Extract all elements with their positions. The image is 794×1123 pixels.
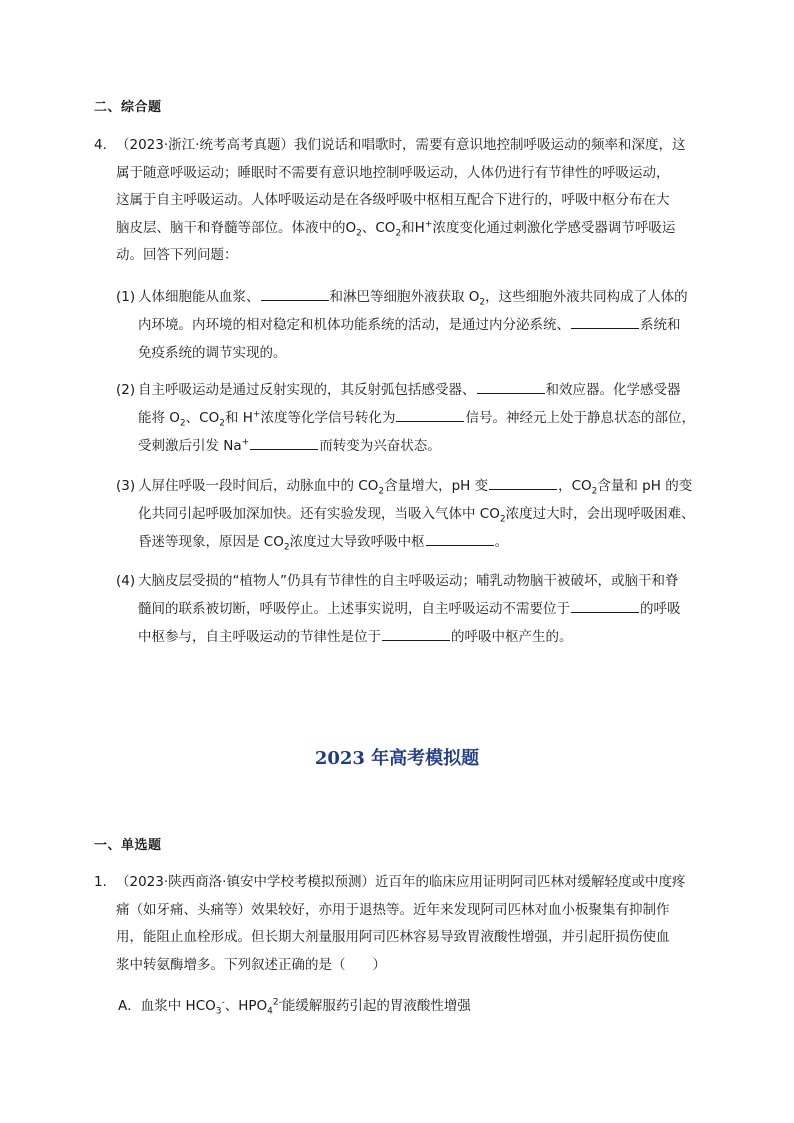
answer-blank[interactable]: [571, 314, 639, 329]
sub-question-1: (1) 人体细胞能从血浆、 和淋巴等细胞外液获取 $O_2$，这些细胞外液共同构成了人体的 内环境。内环境的相对稳定和机体功能系统的活动，是通过内分泌系统、 系统和 免疫系统的调节实现的。: [116, 283, 716, 367]
question-text-line: （2023·浙江·统考高考真题）我们说话和唱歌时，需要有意识地控制呼吸运动的频率和深度，这: [116, 137, 686, 153]
sub-question-number: (3): [116, 478, 136, 494]
question-number: 1．: [94, 874, 117, 890]
question-text-line: 动。回答下列问题：: [116, 247, 238, 263]
sub-question-2: (2) 自主呼吸运动是通过反射实现的，其反射弧包括感受器、 和效应器。化学感受器 能将 $O_2$、$CO_2$和 H+浓度等化学信号转化为 信号。神经元上处于静息状态的部位， 受刺激后引发 Na+ 而转变为兴奋状态。: [116, 376, 716, 460]
answer-blank[interactable]: [250, 435, 318, 450]
question-text-line: 用，能阻止血栓形成。但长期大剂量服用阿司匹林容易导致胃液酸性增强，并引起肝损伤使血: [116, 929, 670, 945]
question-text-line: 这属于自主呼吸运动。人体呼吸运动是在各级呼吸中枢相互配合下进行的，呼吸中枢分布在大: [116, 192, 670, 208]
sub-question-number: (2): [116, 382, 136, 398]
page-title: 2023 年高考模拟题: [314, 748, 480, 769]
answer-blank[interactable]: [477, 379, 545, 394]
question-4: [94, 132, 714, 270]
sub-question-number: (4): [116, 573, 136, 589]
option-a[interactable]: A．血浆中 $HCO_3^-$、$HPO_4^{2-}$能缓解服药引起的胃液酸性增强: [118, 997, 471, 1017]
question-text-line: （2023·陕西商洛·镇安中学校考模拟预测）近百年的临床应用证明阿司匹林对缓解轻度或中度疼: [116, 874, 686, 890]
section-heading-comprehensive: 二、综合题: [94, 100, 162, 115]
answer-blank[interactable]: [396, 407, 464, 422]
section-heading-single-choice: 一、单选题: [94, 838, 162, 853]
sub-question-4: (4) 大脑皮层受损的“植物人”仍具有节律性的自主呼吸运动；哺乳动物脑干被破坏，或脑干和脊 髓间的联系被切断，呼吸停止。上述事实说明，自主呼吸运动不需要位于 的呼吸 中枢参与，自主呼吸运动的节律性是位于 的呼吸中枢产生的。: [116, 567, 716, 651]
question-text-line: 浆中转氨酶增多。下列叙述正确的是（ ）: [116, 956, 386, 973]
question-1: [94, 869, 714, 979]
sub-question-3: (3) 人屏住呼吸一段时间后，动脉血中的 $CO_2$含量增大，pH 变 ，$CO_2$含量和 pH 的变 化共同引起呼吸加深加快。还有实验发现，当吸入气体中 $CO_2$浓度过大时，会出现呼吸困难、 昏迷等现象，原因是 $CO_2$浓度过大导致呼吸中枢 。: [116, 472, 716, 556]
answer-blank[interactable]: [571, 598, 639, 613]
question-text-line: 痛（如牙痛、头痛等）效果较好，亦用于退热等。近年来发现阿司匹林对血小板聚集有抑制作: [116, 901, 670, 918]
answer-blank[interactable]: [261, 286, 329, 301]
question-number: 4．: [94, 137, 117, 153]
question-text-line: 脑皮层、脑干和脊髓等部位。体液中的$O_2$、$CO_2$和H+浓度变化通过刺激化学感受器调节呼吸运: [116, 219, 676, 239]
sub-question-number: (1): [116, 289, 136, 305]
question-text-line: 属于随意呼吸运动；睡眠时不需要有意识地控制呼吸运动，人体仍进行有节律性的呼吸运动，: [116, 164, 670, 181]
answer-blank[interactable]: [426, 531, 494, 546]
option-label: A．: [118, 998, 141, 1014]
answer-blank[interactable]: [382, 626, 450, 641]
answer-blank[interactable]: [489, 475, 557, 490]
